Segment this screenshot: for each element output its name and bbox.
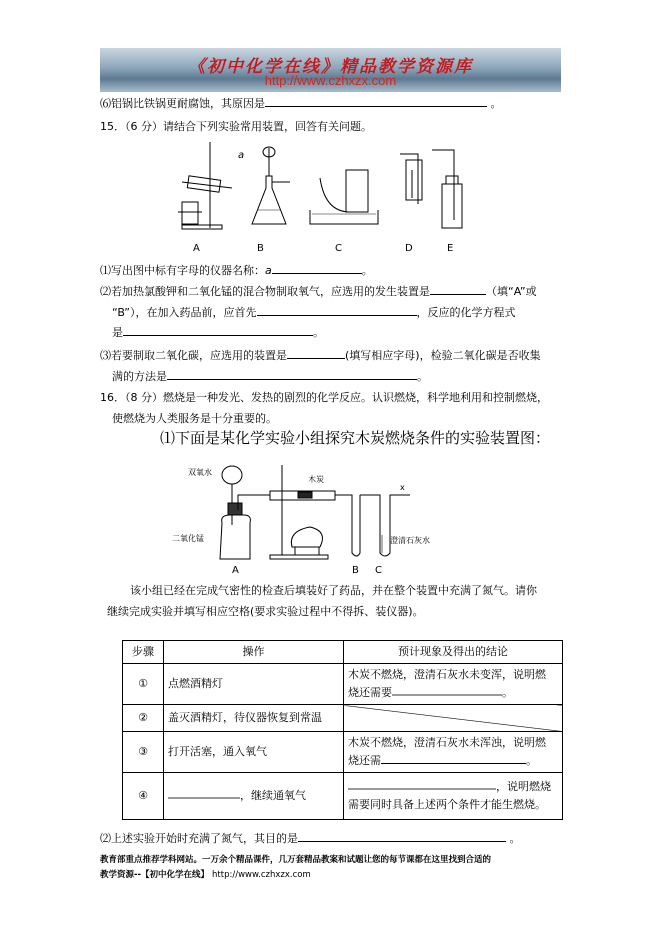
footer-line1: 教育部重点推荐学科网站。一万余个精品课件，几万套精品教案和试题让您的每节课都在这里找到合适的: [100, 855, 492, 865]
apparatus-e: [432, 150, 462, 228]
operation: 打开活塞，通入氧气: [164, 732, 344, 773]
answer-blank[interactable]: [430, 284, 486, 295]
answer-blank[interactable]: [168, 787, 240, 799]
apparatus-d: [400, 154, 422, 204]
result-text: 烧还需要: [348, 686, 392, 699]
answer-blank[interactable]: [272, 263, 362, 274]
answer-blank[interactable]: [167, 369, 417, 380]
q-text: ⑶若要制取二氧化碳，应选用的装置是: [100, 349, 287, 362]
var-a: a: [265, 264, 272, 277]
period: 。: [313, 326, 324, 339]
label-x: x: [400, 483, 405, 492]
answer-blank[interactable]: [298, 831, 506, 842]
q-text: ，反应的化学方程式: [416, 306, 516, 319]
q15-part3-line1: [100, 347, 541, 363]
label-charcoal: 木炭: [308, 475, 324, 484]
label-A: A: [232, 565, 239, 575]
header-operation: 操作: [164, 641, 344, 664]
label-B: B: [257, 243, 264, 254]
result: [344, 732, 563, 773]
q-text: ⑵若加热氯酸钾和二氧化锰的混合物制取氧气，应选用的发生装置是: [100, 285, 430, 298]
answer-blank[interactable]: [123, 325, 313, 336]
table-row: [123, 705, 563, 732]
answer-blank[interactable]: [381, 753, 526, 764]
label-B: B: [352, 565, 359, 575]
answer-blank[interactable]: [265, 96, 487, 107]
period: 。: [502, 686, 513, 699]
banner-title: 《初中化学在线》精品教学资源库: [188, 57, 473, 77]
operation: [164, 773, 344, 820]
label-C: C: [375, 565, 382, 575]
apparatus-b: [252, 147, 290, 224]
experiment-table: [122, 640, 563, 820]
result-text: ，说明燃烧: [496, 780, 551, 793]
q14-part6: [100, 95, 502, 111]
header-result: 预计现象及得出的结论: [344, 641, 563, 664]
apparatus-c: [310, 170, 378, 224]
period: 。: [490, 97, 502, 110]
step-number: ②: [123, 705, 164, 732]
q16-part2: [100, 830, 521, 846]
period: 。: [509, 832, 521, 845]
step-number: ①: [123, 664, 164, 705]
footer-text: 教学资源--【初中化学在线】: [100, 870, 210, 880]
table-row: [123, 664, 563, 705]
table-row: [123, 773, 563, 820]
operation: 盖灭酒精灯，待仪器恢复到常温: [164, 705, 344, 732]
q-text: ⑴写出图中标有字母的仪器名称：: [100, 264, 265, 277]
label-E: E: [447, 243, 454, 254]
q16-part1-title: ⑴下面是某化学实验小组探究木炭燃烧条件的实验装置图：: [160, 429, 551, 447]
label-A: A: [193, 243, 200, 254]
label-D: D: [405, 243, 413, 254]
period: 。: [361, 264, 373, 277]
result-text: 烧还需: [348, 754, 381, 767]
answer-blank[interactable]: [257, 305, 417, 316]
site-banner: [100, 48, 561, 92]
q15-part2-line1: [100, 283, 537, 299]
q16-paragraph-line2: 继续完成实验并填写相应空格(要求实验过程中不得拆、装仪器)。: [107, 605, 424, 618]
q16-header-line1: 16．（8 分）燃烧是一种发光、发热的剧烈的化学反应。认识燃烧，科学地利用和控制燃烧，: [100, 391, 548, 404]
answer-blank[interactable]: [348, 778, 496, 790]
q-text: 是: [112, 326, 123, 339]
step-number: ③: [123, 732, 164, 773]
period: 。: [526, 754, 537, 767]
label-hydrogen-peroxide: 双氧水: [188, 468, 212, 477]
result: [344, 664, 563, 705]
result-text: 需要同时具备上述两个条件才能生燃烧。: [348, 798, 546, 811]
q15-part1: [100, 262, 373, 278]
charcoal-combustion-apparatus: [170, 455, 470, 575]
apparatus-a: [178, 142, 232, 229]
operation: 点燃酒精灯: [164, 664, 344, 705]
footer-link[interactable]: http://www.czhxzx.com: [212, 870, 311, 880]
label-a: a: [238, 150, 245, 161]
q15-part2-line2: [112, 304, 516, 320]
q-text: 满的方法是: [112, 370, 167, 383]
table-row: [123, 732, 563, 773]
q16-paragraph-line1: 该小组已经在完成气密性的检查后填装好了药品，并在整个装置中充满了氮气。请你: [130, 584, 537, 597]
table-header-row: [123, 641, 563, 664]
q15-part2-line3: [112, 324, 324, 340]
lab-apparatus-figure: [160, 140, 480, 255]
q14-text: ⑹铝锅比铁锅更耐腐蚀，其原因是: [100, 97, 265, 110]
operation-text: ，继续通氧气: [240, 789, 306, 802]
q-text: ⑵上述实验开始时充满了氮气，其目的是: [100, 832, 298, 845]
q15-part3-line2: [112, 368, 428, 384]
footer-line2: [100, 868, 311, 880]
header-step: 步骤: [123, 641, 164, 664]
result-text: 木炭不燃烧，澄清石灰水未变浑，说明燃: [348, 668, 546, 681]
answer-blank[interactable]: [287, 348, 345, 359]
q15-header: 15．（6 分）请结合下列实验常用装置，回答有关问题。: [100, 120, 372, 133]
step-number: ④: [123, 773, 164, 820]
answer-blank[interactable]: [392, 684, 502, 696]
label-manganese-dioxide: 二氧化锰: [172, 534, 204, 543]
result: [344, 773, 563, 820]
result-crossed-out: [344, 705, 563, 732]
q-text: “B”），在加入药品前，应首先: [112, 306, 257, 319]
result-text: 木炭不燃烧，澄清石灰水未浑浊，说明燃: [348, 736, 546, 749]
q-text: （填“A”或: [486, 285, 537, 298]
label-C: C: [335, 243, 342, 254]
q16-header-line2: 使燃烧为人类服务是十分重要的。: [112, 412, 277, 425]
q-text: (填写相应字母)，检验二氧化碳是否收集: [345, 349, 541, 362]
period: 。: [417, 370, 428, 383]
label-limewater: 澄清石灰水: [390, 536, 430, 545]
banner-url: http://www.czhxzx.com: [264, 73, 397, 88]
